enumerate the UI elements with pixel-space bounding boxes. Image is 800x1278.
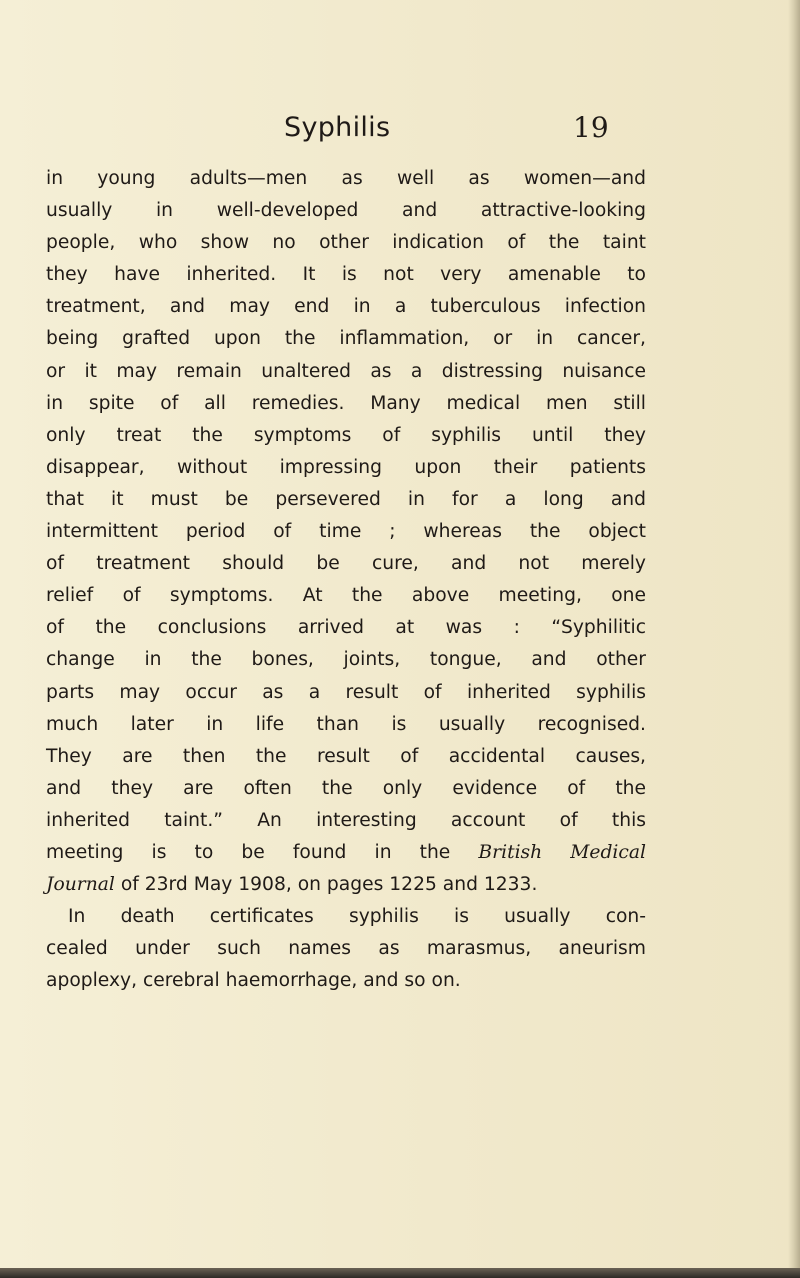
journal-title-italic: Journal [46,874,115,896]
body-text [46,163,646,997]
text-line: only treat the symptoms of syphilis until they [46,424,646,446]
text-line: relief of symptoms. At the above meeting, one [46,585,646,607]
text-line: change in the bones, joints, tongue, and other [46,649,646,671]
text-line: or it may remain unaltered as a distressing nuisance [46,360,646,382]
text-line: in spite of all remedies. Many medical men still [46,392,646,414]
text-line: and they are often the only evidence of the [46,777,646,799]
page-bottom-edge [0,1268,800,1278]
text-line: usually in well-developed and attractive-looking [46,200,646,222]
text-line: intermittent period of time ; whereas the object [46,521,646,543]
running-title: Syphilis [284,112,391,143]
text-line: in young adults—men as well as women—and [46,168,646,189]
text-line: of treatment should be cure, and not merely [46,553,646,575]
text-line: treatment, and may end in a tuberculous infection [46,296,646,318]
page-number: 19 [573,111,609,144]
page-edge-shadow [788,0,800,1278]
text-line: parts may occur as a result of inherited syphilis [46,681,646,703]
text-line-with-journal [46,869,646,901]
text-line: that it must be persevered in for a long and [46,488,646,510]
text-line: people, who show no other indication of the taint [46,232,646,254]
text-segment: of 23rd May 1908, on pages 1225 and 1233. [114,874,538,896]
text-line-with-journal [46,837,646,869]
text-line: They are then the result of accidental causes, [46,745,646,767]
text-segment: meeting is to be found in the [46,841,451,863]
text-line: cealed under such names as marasmus, aneurism [46,938,646,960]
text-line: disappear, without impressing upon their patients [46,456,646,478]
text-line: of the conclusions arrived at was : “Syphilitic [46,617,646,639]
text-line: inherited taint.” An interesting account of this [46,809,646,831]
journal-title-italic: British Medical [478,841,646,863]
text-line: being grafted upon the inflammation, or in cancer, [46,328,646,350]
text-line: they have inherited. It is not very amenable to [46,264,646,286]
text-line: much later in life than is usually recognised. [46,713,646,735]
text-line: apoplexy, cerebral haemorrhage, and so on. [46,970,461,992]
page-header [0,112,800,152]
paragraph-start-line: In death certificates syphilis is usually con- [68,906,646,928]
